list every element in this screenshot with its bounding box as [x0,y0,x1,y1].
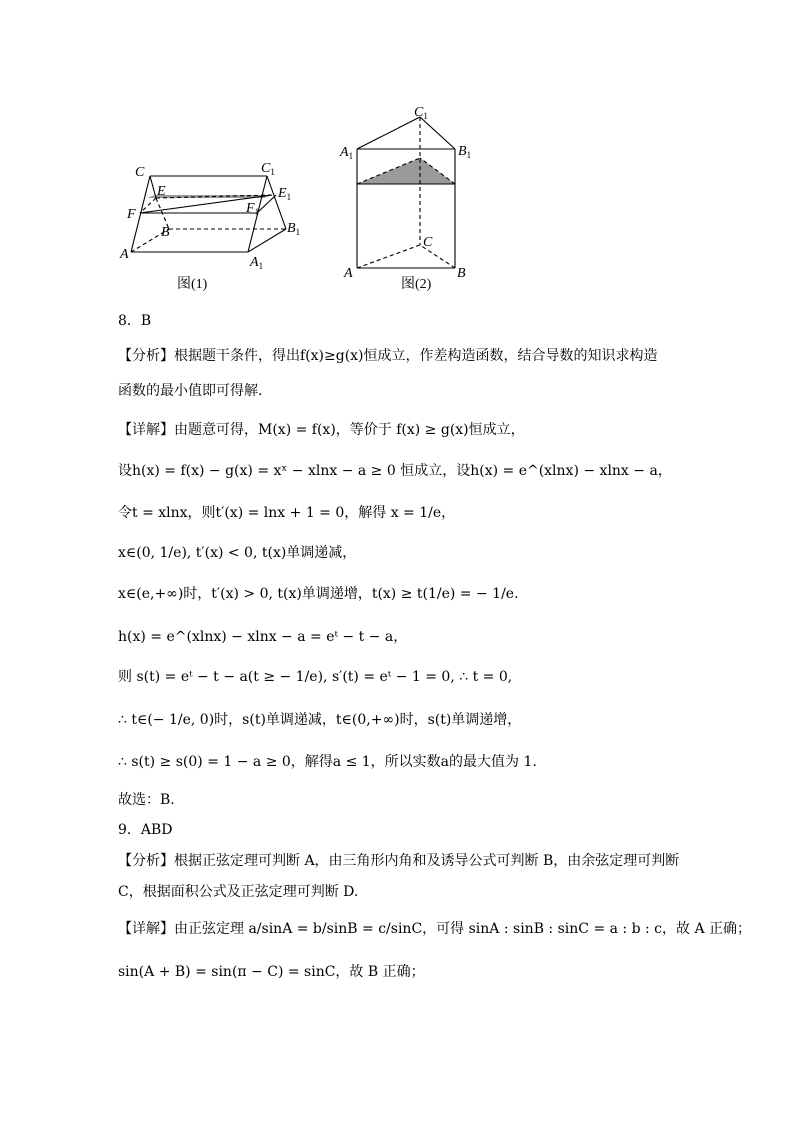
analysis-9-line2: C，根据面积公式及正弦定理可判断 D. [118,884,359,900]
geometry-figures [115,100,495,300]
label-B: B [161,225,170,240]
caption-fig2: 图(2) [401,277,432,292]
figure-2-labels [339,105,471,281]
analysis-8-line1: 【分析】根据题干条件，得出f(x)≥g(x)恒成立，作差构造函数，结合导数的知识求构造 [118,348,658,364]
analysis-8-line2: 函数的最小值即可得解. [118,383,263,399]
figure-1-labels [119,161,300,271]
detail-8-line5: x∈(e,+∞)时，t′(x) > 0, t(x)单调递增，t(x) ≥ t(1/e) = − 1/e. [118,586,519,602]
section-shade-2 [357,158,455,184]
conclusion-8: 故选：B. [118,792,175,808]
detail-8-line9: ∴ s(t) ≥ s(0) = 1 − a ≥ 0，解得a ≤ 1，所以实数a的最大值为 1. [118,754,537,770]
label2-A1: $A_1$ [340,145,354,161]
label-E1: $E_1$ [278,186,292,202]
label-A: A [120,247,129,262]
detail-9-line1: 【详解】由正弦定理 a/sinA = b/sinB = c/sinC，可得 sinA : sinB : sinC = a : b : c，故 A 正确； [118,921,752,937]
label-F: F [127,207,136,222]
detail-8-line3: 令t = xlnx，则t′(x) = lnx + 1 = 0，解得 x = 1/e， [118,505,456,521]
label-E: E [157,184,166,199]
figure-1 [131,176,286,252]
label-C: C [135,165,145,180]
label2-C: C [423,235,433,250]
label2-B1: $B_1$ [458,144,472,160]
label2-A: A [344,266,353,281]
label-F1: $F_1$ [246,201,260,217]
label-B1: $B_1$ [287,221,301,237]
detail-8-line6: h(x) = e^(xlnx) − xlnx − a = eᵗ − t − a， [118,629,408,645]
label-A1: $A_1$ [250,255,264,271]
detail-8-line7: 则 s(t) = eᵗ − t − a(t ≥ − 1/e), s′(t) = eᵗ − 1 = 0, ∴ t = 0, [118,669,513,685]
detail-8-line1: 【详解】由题意可得，M(x) = f(x)，等价于 f(x) ≥ g(x)恒成立， [118,422,525,438]
label2-B: B [457,266,466,281]
detail-8-line8: ∴ t∈(− 1/e, 0)时，s(t)单调递减，t∈(0,+∞)时，s(t)单调递增， [118,712,522,728]
detail-9-line2: sin(A + B) = sin(π − C) = sinC，故 B 正确； [118,964,425,980]
label2-C1: $C_1$ [414,105,428,121]
analysis-9-line1: 【分析】根据正弦定理可判断 A，由三角形内角和及诱导公式可判断 B，由余弦定理可判断 [118,853,680,869]
prism-figures-svg [115,100,495,300]
detail-8-line2: 设h(x) = f(x) − g(x) = xˣ − xlnx − a ≥ 0 恒成立，设h(x) = e^(xlnx) − xlnx − a， [118,463,672,479]
answer-9: 9．ABD [118,822,173,838]
figure-2 [357,117,455,268]
answer-8: 8．B [118,313,152,329]
detail-8-line4: x∈(0, 1/e), t′(x) < 0, t(x)单调递减， [118,545,357,561]
label-C1: $C_1$ [261,161,275,177]
caption-fig1: 图(1) [177,277,208,292]
